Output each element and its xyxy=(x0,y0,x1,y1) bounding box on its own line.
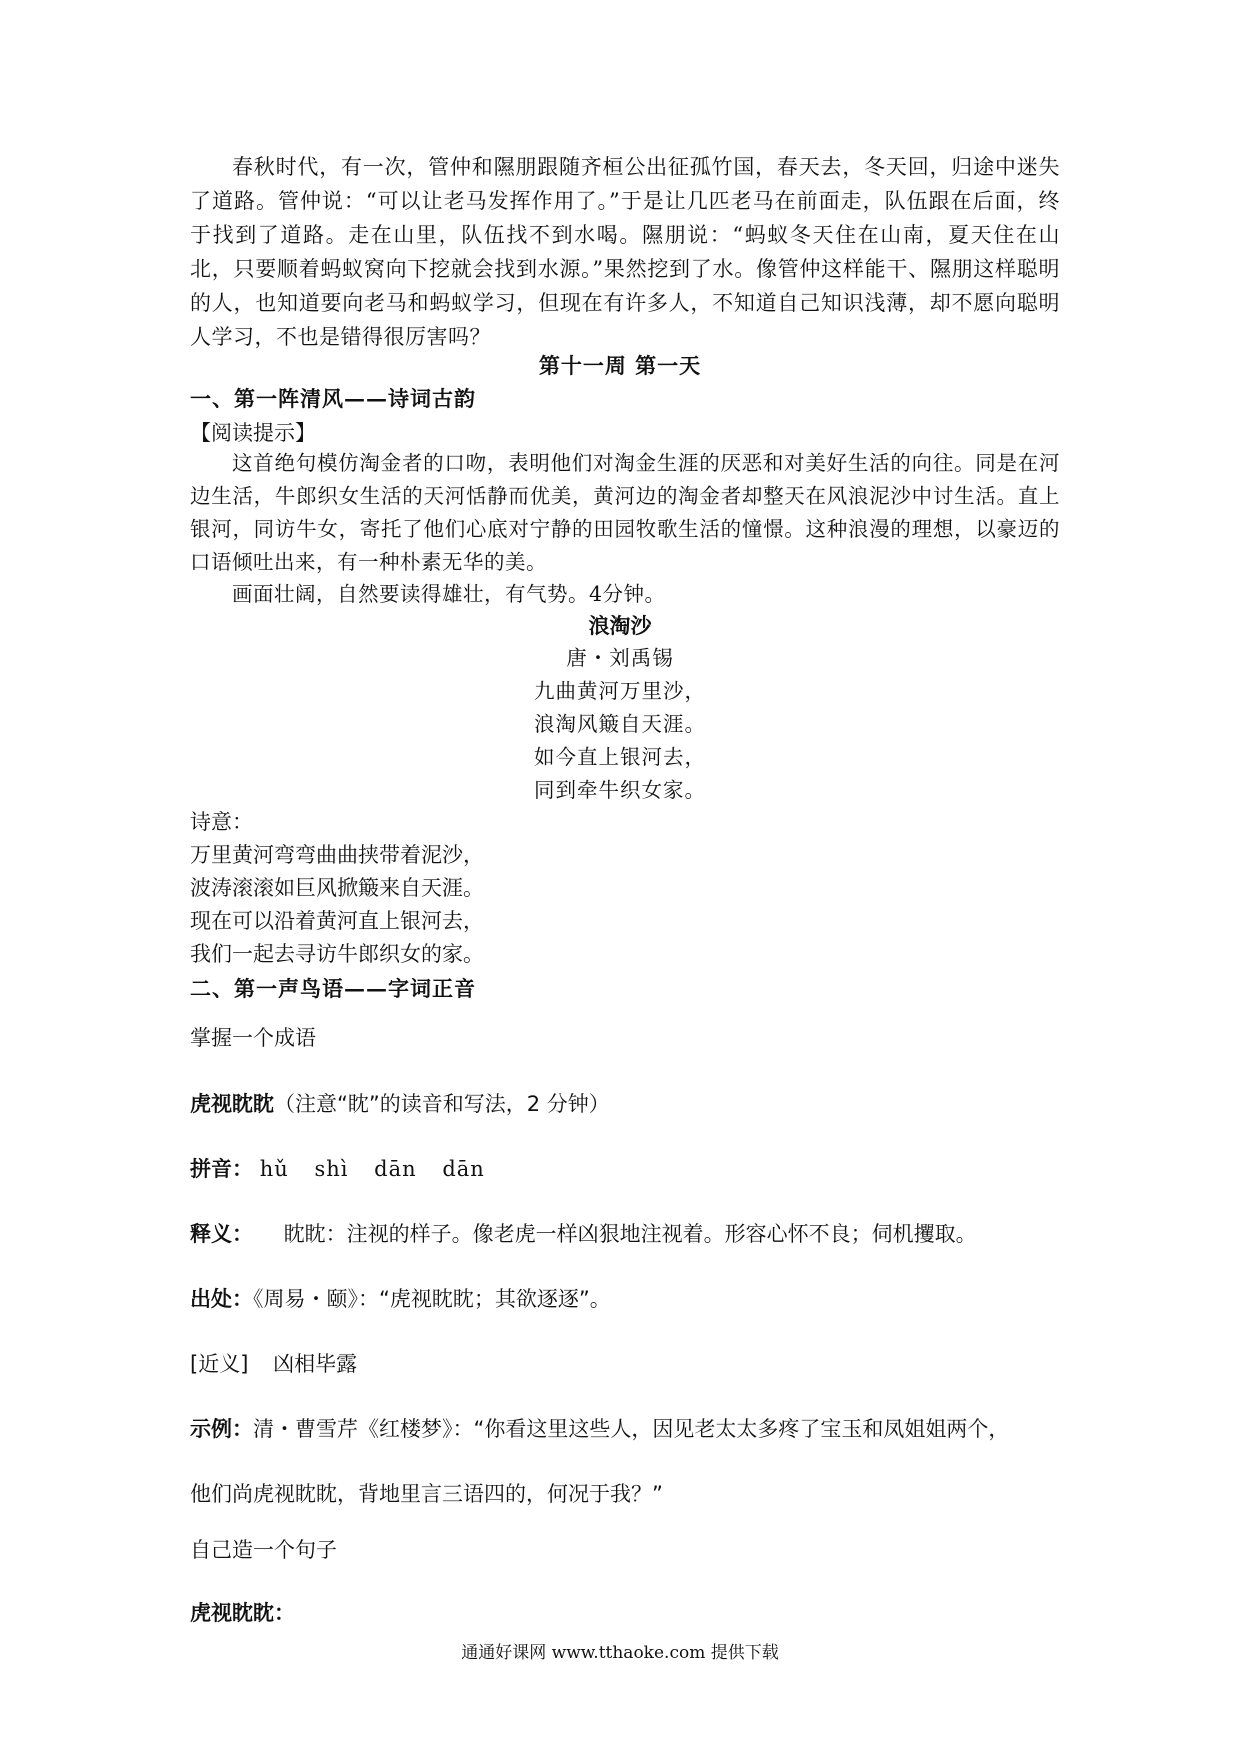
example-text: 清・曹雪芹《红楼梦》：“你看这里这些人，因见老太太多疼了宝玉和凤姐姐两个， xyxy=(253,1417,1010,1441)
master-idiom-label: 掌握一个成语 xyxy=(190,1026,316,1050)
pinyin-syllable: hǔ xyxy=(259,1157,289,1181)
definition-label: 释义： xyxy=(190,1222,253,1246)
source-text: 《周易・颐》：“虎视眈眈；其欲逐逐”。 xyxy=(253,1287,611,1311)
source-line xyxy=(190,1283,1090,1313)
meaning-line: 现在可以沿着黄河直上银河去， xyxy=(190,909,484,933)
intro-paragraph: 春秋时代，有一次，管仲和隰朋跟随齐桓公出征孤竹国，春天去，冬天回，归途中迷失了道路。管仲说：“可以让老马发挥作用了。”于是让几匹老马在前面走，队伍跟在后面，终于找到了道路。走在山里，队伍找不到水喝。隰朋说：“蚂蚁冬天住在山南，夏天住在山北，只要顺着蚂蚁窝向下挖就会找到水源。”果然挖到了水。像管仲这样能干、隰朋这样聪明的人，也知道要向老马和蚂蚁学习，但现在有许多人，不知道自己知识浅薄，却不愿向聪明人学习，不也是错得很厉害吗？ xyxy=(190,155,1060,349)
tip-paragraph: 这首绝句模仿淘金者的口吻，表明他们对淘金生涯的厌恶和对美好生活的向往。同是在河边生活，牛郎织女生活的天河恬静而优美，黄河边的淘金者却整天在风浪泥沙中讨生活。直上银河，同访牛女，寄托了他们心底对宁静的田园牧歌生活的憧憬。这种浪漫的理想，以豪迈的口语倾吐出来，有一种朴素无华的美。 xyxy=(190,451,1060,574)
week-title: 第十一周 第一天 xyxy=(538,353,702,378)
poem-line: 同到牵牛织女家。 xyxy=(534,778,706,802)
source-label: 出处： xyxy=(190,1287,253,1311)
idiom-line xyxy=(190,1088,1090,1118)
poem xyxy=(0,609,1240,807)
idiom: 虎视眈眈 xyxy=(190,1092,274,1116)
sentence-prompt-label: 虎视眈眈： xyxy=(190,1601,295,1625)
synonym-text: 凶相毕露 xyxy=(273,1352,358,1376)
poem-line: 如今直上银河去， xyxy=(534,745,706,769)
definition-line xyxy=(190,1218,1090,1248)
meaning-line: 波涛滚滚如巨风掀簸来自天涯。 xyxy=(190,876,484,900)
poem-meaning xyxy=(190,806,484,971)
example-line-2: 他们尚虎视眈眈，背地里言三语四的，何况于我？” xyxy=(190,1482,663,1506)
tip-paragraph-2: 画面壮阔，自然要读得雄壮，有气势。4分钟。 xyxy=(232,582,666,606)
section1-heading: 一、第一阵清风——诗词古韵 xyxy=(190,386,476,411)
poem-author: 唐・刘禹锡 xyxy=(566,646,674,670)
pinyin-syllable: dān xyxy=(442,1157,485,1181)
poem-line: 浪淘风簸自天涯。 xyxy=(534,712,706,736)
example-line xyxy=(190,1413,1090,1443)
synonym-line xyxy=(190,1348,1090,1378)
section2-heading: 二、第一声鸟语——字词正音 xyxy=(190,976,476,1001)
poem-line: 九曲黄河万里沙， xyxy=(534,679,706,703)
pinyin-syllable: shì xyxy=(314,1157,349,1181)
example-label: 示例： xyxy=(190,1417,253,1441)
definition-text: 眈眈：注视的样子。像老虎一样凶狠地注视着。形容心怀不良；伺机攫取。 xyxy=(283,1222,977,1246)
sentence-prompt xyxy=(190,1597,1090,1627)
pinyin-label: 拼音： xyxy=(190,1157,253,1181)
idiom-note: （注意“眈”的读音和写法，2 分钟） xyxy=(274,1092,610,1116)
make-sentence-label: 自己造一个句子 xyxy=(190,1538,337,1562)
synonym-label: [近义] xyxy=(190,1352,249,1376)
footer: 通通好课网 www.tthaoke.com 提供下载 xyxy=(461,1643,779,1663)
pinyin-syllable: dān xyxy=(374,1157,417,1181)
meaning-line: 我们一起去寻访牛郎织女的家。 xyxy=(190,942,484,966)
meaning-label: 诗意： xyxy=(190,810,253,834)
poem-title: 浪淘沙 xyxy=(588,613,652,638)
tip-label: 【阅读提示】 xyxy=(190,421,316,445)
meaning-line: 万里黄河弯弯曲曲挟带着泥沙， xyxy=(190,843,484,867)
pinyin-text xyxy=(260,1157,503,1181)
pinyin-line xyxy=(190,1153,1090,1183)
